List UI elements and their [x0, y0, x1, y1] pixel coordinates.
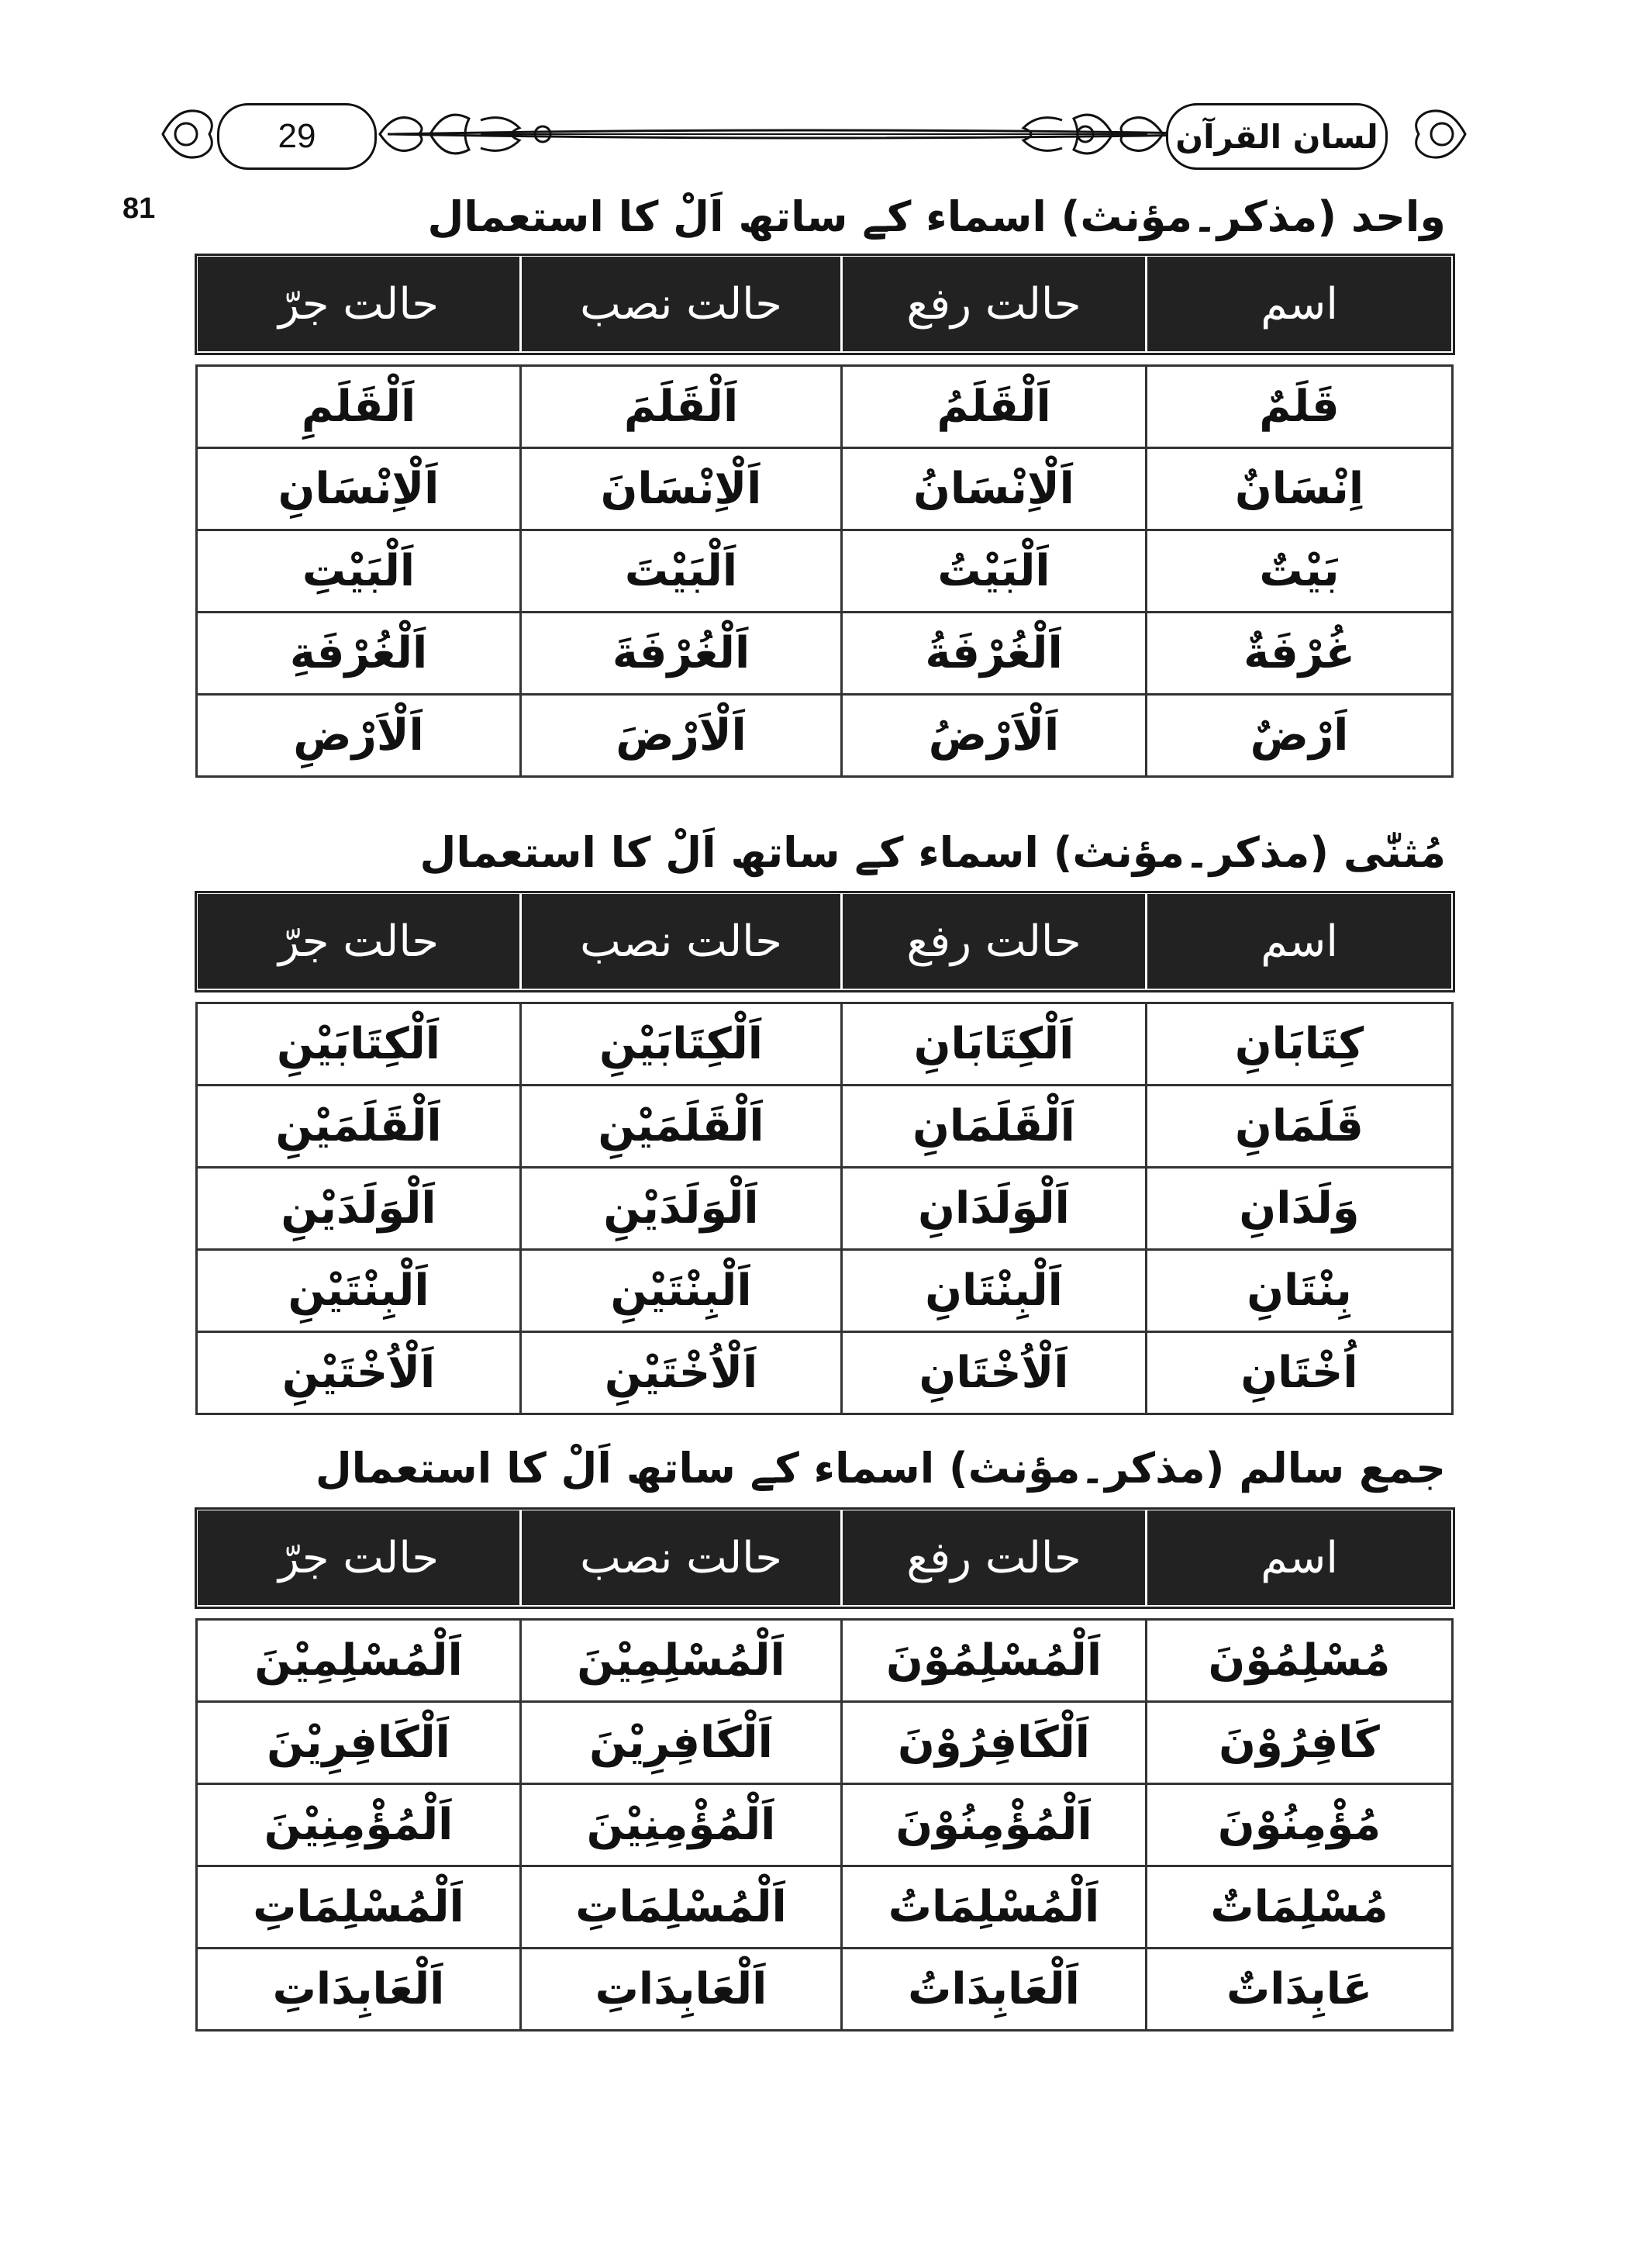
col-header-nominative: حالت رفع: [842, 893, 1147, 990]
table-gap: [197, 1607, 1453, 1620]
cell-genitive: اَلْاِنْسَانِ: [197, 448, 521, 530]
page-header: [155, 89, 1473, 182]
col-header-noun: اسم: [1147, 256, 1453, 353]
cell-nominative: اَلْاُخْتَانِ: [842, 1332, 1147, 1414]
cell-nominative: اَلْقَلَمَانِ: [842, 1086, 1147, 1168]
cell-noun: مُسْلِمَاتٌ: [1147, 1866, 1453, 1949]
cell-nominative: اَلْمُسْلِمُوْنَ: [842, 1620, 1147, 1702]
cell-noun: غُرْفَةٌ: [1147, 613, 1453, 695]
table-row: [197, 613, 1453, 695]
cell-nominative: اَلْكِتَابَانِ: [842, 1003, 1147, 1086]
cell-genitive: اَلْكِتَابَيْنِ: [197, 1003, 521, 1086]
cell-noun: عَابِدَاتٌ: [1147, 1949, 1453, 2031]
cell-genitive: اَلْمُسْلِمِيْنَ: [197, 1620, 521, 1702]
col-header-accusative: حالت نصب: [521, 256, 842, 353]
table-plural: [195, 1508, 1454, 2032]
section-heading-dual: مُثنّٰی (مذکر۔مؤنث) اسماء کے ساتھ اَلْ کا استعمال: [419, 828, 1446, 877]
cell-genitive: اَلْبِنْتَيْنِ: [197, 1250, 521, 1332]
cell-nominative: اَلْبِنْتَانِ: [842, 1250, 1147, 1332]
table-row: [197, 1866, 1453, 1949]
cell-noun: اُخْتَانِ: [1147, 1332, 1453, 1414]
col-header-accusative: حالت نصب: [521, 893, 842, 990]
cell-accusative: اَلْكِتَابَيْنِ: [521, 1003, 842, 1086]
cell-genitive: اَلْمُؤْمِنِيْنَ: [197, 1784, 521, 1866]
table-row: [197, 1250, 1453, 1332]
col-header-accusative: حالت نصب: [521, 1510, 842, 1607]
table-header-row: [197, 256, 1453, 353]
table-row: [197, 1003, 1453, 1086]
cell-noun: اِنْسَانٌ: [1147, 448, 1453, 530]
table-row: [197, 530, 1453, 613]
cell-nominative: اَلْمُؤْمِنُوْنَ: [842, 1784, 1147, 1866]
table-row: [197, 1332, 1453, 1414]
cell-genitive: اَلْقَلَمَيْنِ: [197, 1086, 521, 1168]
col-header-genitive: حالت جرّ: [197, 893, 521, 990]
cell-nominative: اَلْوَلَدَانِ: [842, 1168, 1147, 1250]
cell-genitive: اَلْعَابِدَاتِ: [197, 1949, 521, 2031]
col-header-noun: اسم: [1147, 1510, 1453, 1607]
cell-accusative: اَلْبِنْتَيْنِ: [521, 1250, 842, 1332]
cell-genitive: اَلْاُخْتَيْنِ: [197, 1332, 521, 1414]
cell-nominative: اَلْاِنْسَانُ: [842, 448, 1147, 530]
table-dual: [195, 892, 1454, 1415]
cell-nominative: اَلْاَرْضُ: [842, 695, 1147, 777]
cell-accusative: اَلْكَافِرِيْنَ: [521, 1702, 842, 1784]
table-row: [197, 448, 1453, 530]
cell-accusative: اَلْبَيْتَ: [521, 530, 842, 613]
cell-noun: اَرْضٌ: [1147, 695, 1453, 777]
cell-noun: مُؤْمِنُوْنَ: [1147, 1784, 1453, 1866]
table-row: [197, 1168, 1453, 1250]
cell-nominative: اَلْعَابِدَاتُ: [842, 1949, 1147, 2031]
table-row: [197, 1949, 1453, 2031]
cell-genitive: اَلْبَيْتِ: [197, 530, 521, 613]
margin-number: 81: [122, 192, 156, 225]
cell-accusative: اَلْقَلَمَ: [521, 366, 842, 448]
cell-accusative: اَلْعَابِدَاتِ: [521, 1949, 842, 2031]
cell-noun: وَلَدَانِ: [1147, 1168, 1453, 1250]
section-heading-plural: جمع سالم (مذکر۔مؤنث) اسماء کے ساتھ اَلْ کا استعمال: [315, 1444, 1446, 1493]
col-header-genitive: حالت جرّ: [197, 256, 521, 353]
col-header-noun: اسم: [1147, 893, 1453, 990]
table-singular: [195, 254, 1454, 778]
cell-genitive: اَلْقَلَمِ: [197, 366, 521, 448]
col-header-genitive: حالت جرّ: [197, 1510, 521, 1607]
cell-genitive: اَلْمُسْلِمَاتِ: [197, 1866, 521, 1949]
cell-noun: قَلَمَانِ: [1147, 1086, 1453, 1168]
cell-genitive: اَلْوَلَدَيْنِ: [197, 1168, 521, 1250]
page-number: 29: [217, 103, 377, 170]
cell-accusative: اَلْاُخْتَيْنِ: [521, 1332, 842, 1414]
table-gap: [197, 990, 1453, 1003]
cell-nominative: اَلْبَيْتُ: [842, 530, 1147, 613]
col-header-nominative: حالت رفع: [842, 1510, 1147, 1607]
table-header-row: [197, 1510, 1453, 1607]
cell-noun: قَلَمٌ: [1147, 366, 1453, 448]
table-row: [197, 1086, 1453, 1168]
cell-genitive: اَلْكَافِرِيْنَ: [197, 1702, 521, 1784]
cell-noun: مُسْلِمُوْنَ: [1147, 1620, 1453, 1702]
table-row: [197, 1784, 1453, 1866]
cell-noun: بِنْتَانِ: [1147, 1250, 1453, 1332]
section-heading-singular: واحد (مذکر۔مؤنث) اسماء کے ساتھ اَلْ کا استعمال: [427, 192, 1446, 241]
col-header-nominative: حالت رفع: [842, 256, 1147, 353]
cell-accusative: اَلْغُرْفَةَ: [521, 613, 842, 695]
table-row: [197, 1620, 1453, 1702]
cell-nominative: اَلْغُرْفَةُ: [842, 613, 1147, 695]
cell-noun: كَافِرُوْنَ: [1147, 1702, 1453, 1784]
cell-accusative: اَلْوَلَدَيْنِ: [521, 1168, 842, 1250]
cell-nominative: اَلْقَلَمُ: [842, 366, 1147, 448]
cell-nominative: اَلْكَافِرُوْنَ: [842, 1702, 1147, 1784]
cell-nominative: اَلْمُسْلِمَاتُ: [842, 1866, 1147, 1949]
table-row: [197, 1702, 1453, 1784]
table-row: [197, 366, 1453, 448]
cell-accusative: اَلْمُسْلِمِيْنَ: [521, 1620, 842, 1702]
cell-noun: بَيْتٌ: [1147, 530, 1453, 613]
cell-accusative: اَلْمُؤْمِنِيْنَ: [521, 1784, 842, 1866]
table-gap: [197, 353, 1453, 366]
table-header-row: [197, 893, 1453, 990]
book-title: لسان القرآن: [1166, 103, 1388, 170]
cell-noun: كِتَابَانِ: [1147, 1003, 1453, 1086]
cell-accusative: اَلْاِنْسَانَ: [521, 448, 842, 530]
cell-accusative: اَلْاَرْضَ: [521, 695, 842, 777]
cell-accusative: اَلْمُسْلِمَاتِ: [521, 1866, 842, 1949]
cell-accusative: اَلْقَلَمَيْنِ: [521, 1086, 842, 1168]
cell-genitive: اَلْاَرْضِ: [197, 695, 521, 777]
table-row: [197, 695, 1453, 777]
cell-genitive: اَلْغُرْفَةِ: [197, 613, 521, 695]
